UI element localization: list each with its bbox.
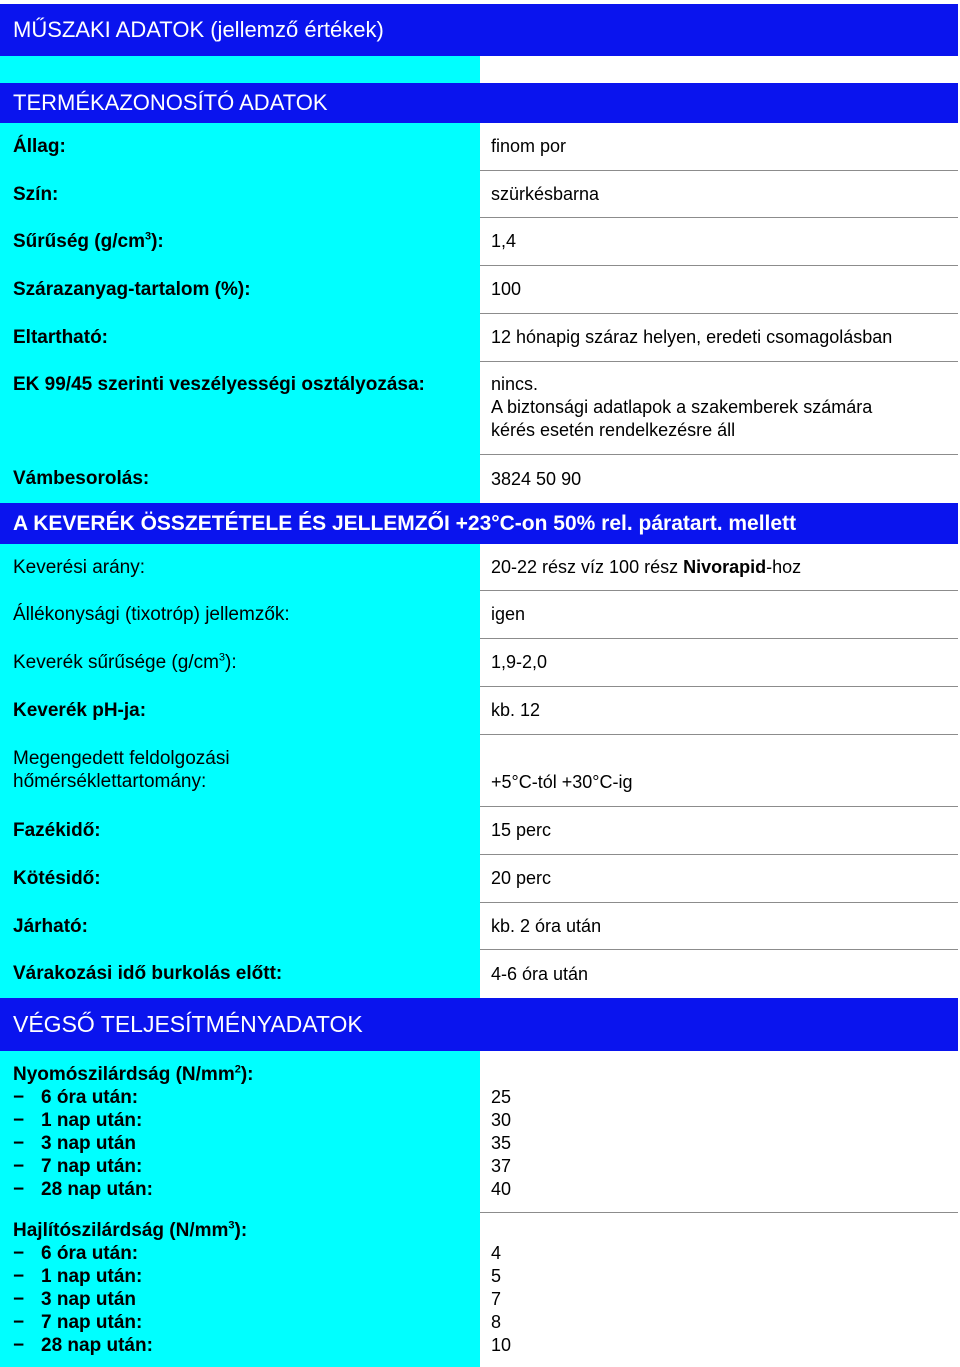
data-row [0, 807, 958, 855]
row-value: 15 perc [491, 820, 552, 840]
block-label: Hajlítószilárdság $(N/mm^3)$: [13, 1219, 248, 1241]
row-label: Kötésidő: [13, 868, 101, 889]
row-value: 12 hónapig száraz helyen, eredeti csomagolásban [491, 327, 893, 347]
title-spacer-row [0, 56, 958, 83]
list-value: 10 [491, 1335, 512, 1355]
data-row [0, 950, 958, 998]
row-value: A biztonsági adatlapok a szakemberek számára [491, 397, 873, 417]
row-label: Szín: [13, 183, 59, 205]
list-value: 35 [491, 1133, 512, 1153]
section-header-product-id: TERMÉKAZONOSÍTÓ ADATOK [0, 83, 958, 123]
data-row [0, 591, 958, 639]
row-label: Keverék sűrűsége $(g/cm^3)$: [13, 651, 237, 673]
row-label: Fazékidő: [13, 820, 101, 841]
list-value: 5 [491, 1266, 502, 1286]
row-label: Várakozási idő burkolás előtt: [13, 963, 283, 984]
list-item: − 1 nap után: [13, 1266, 143, 1287]
data-row [0, 266, 958, 314]
data-row [0, 735, 958, 807]
row-label: Szárazanyag-tartalom (%): [13, 279, 251, 300]
row-label: Megengedett feldolgozási [13, 748, 230, 769]
section-header-final-performance: VÉGSŐ TELJESÍTMÉNYADATOK [0, 998, 958, 1051]
data-row [0, 687, 958, 735]
list-value: 25 [491, 1087, 512, 1107]
data-row [0, 544, 958, 591]
flexural-strength-block [0, 1213, 958, 1367]
data-row [0, 218, 958, 266]
data-row [0, 639, 958, 687]
row-value: igen [491, 604, 526, 624]
row-label: Járható: [13, 915, 88, 937]
row-label: EK 99/45 szerinti veszélyességi osztályozása: [13, 374, 425, 395]
row-value: nincs. [491, 374, 539, 394]
list-value: 37 [491, 1156, 512, 1176]
row-label: Eltartható: [13, 327, 108, 348]
row-value: 100 [491, 279, 522, 299]
list-item: − 28 nap után: [13, 1335, 153, 1356]
list-value: 7 [491, 1289, 502, 1309]
list-value: 40 [491, 1179, 512, 1199]
row-label: Állag: [13, 136, 66, 157]
row-label: Vámbesorolás: [13, 468, 150, 489]
row-label: Sűrűség $(g/cm^3)$: [13, 230, 164, 252]
data-row [0, 903, 958, 950]
list-value: 30 [491, 1110, 512, 1130]
data-row [0, 855, 958, 903]
list-item: − 1 nap után: [13, 1110, 143, 1131]
row-value: kb. 2 óra után [491, 915, 602, 936]
row-label: Keverési arány: [13, 556, 146, 578]
section-header-mixture: A KEVERÉK ÖSSZETÉTELE ÉS JELLEMZŐI +23°C-on 50% rel. páratart. mellett [0, 503, 958, 544]
list-item: − 28 nap után: [13, 1179, 153, 1200]
row-label: Keverék pH-ja: [13, 700, 147, 721]
list-item: − 6 óra után: [13, 1087, 139, 1108]
list-item: − 7 nap után: [13, 1312, 143, 1333]
list-value: 4 [491, 1243, 502, 1263]
list-item: − 3 nap után [13, 1133, 137, 1154]
list-value: 8 [491, 1312, 502, 1332]
list-item: − 7 nap után: [13, 1156, 143, 1177]
block-label: Nyomószilárdság $(N/mm^2)$: [13, 1063, 254, 1085]
row-value: 1,9-2,0 [491, 652, 548, 672]
row-value: 3824 50 90 [491, 468, 582, 489]
row-label: hőmérséklettartomány: [13, 771, 207, 792]
row-value: 1,4 [491, 231, 517, 251]
compressive-strength-block [0, 1051, 958, 1213]
main-title: MŰSZAKI ADATOK (jellemző értékek) [0, 4, 958, 56]
row-value: szürkésbarna [491, 183, 600, 204]
data-row [0, 123, 958, 171]
data-row [0, 455, 958, 503]
list-item: − 6 óra után: [13, 1243, 139, 1264]
row-label: Állékonysági (tixotróp) jellemzők: [13, 604, 290, 625]
list-item: − 3 nap után [13, 1289, 137, 1310]
row-value: 20-22 rész víz 100 rész Nivorapid-hoz [491, 556, 802, 577]
row-value: 20 perc [491, 868, 552, 888]
row-value: 4-6 óra után [491, 963, 589, 984]
data-row [0, 314, 958, 362]
row-value: kb. 12 [491, 700, 541, 720]
data-row [0, 171, 958, 218]
row-value: finom por [491, 136, 567, 156]
row-value: kérés esetén rendelkezésre áll [491, 420, 736, 440]
row-value: +5°C-tól +30°C-ig [491, 772, 633, 792]
data-row [0, 362, 958, 455]
